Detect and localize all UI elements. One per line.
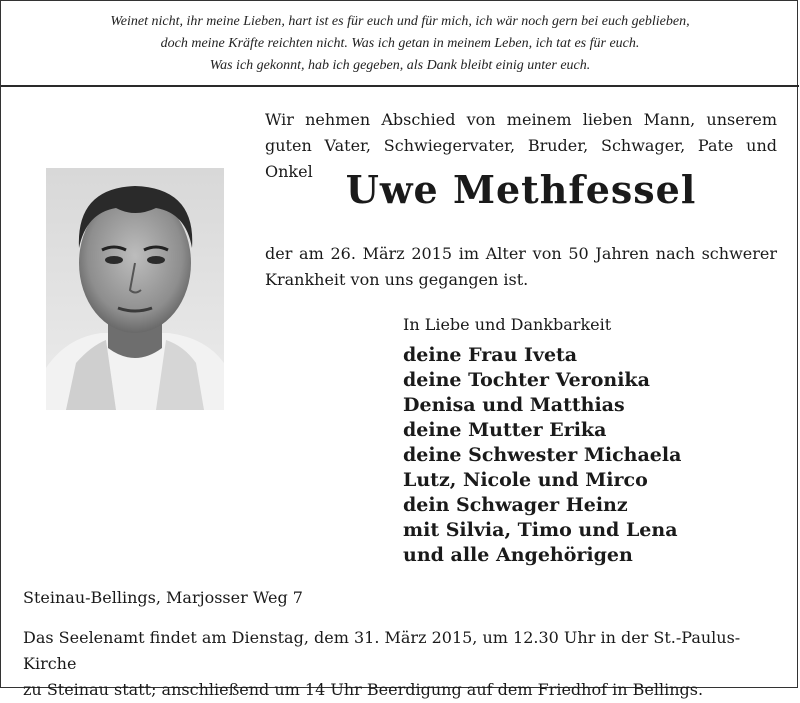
poem-line: Weinet nicht, ihr meine Lieben, hart ist es für euch und für mich, ich wär noch gern bei euch geblieben, xyxy=(110,14,690,29)
poem-verse xyxy=(1,11,799,77)
portrait-photo xyxy=(46,168,224,410)
death-line: Krankheit von uns gegangen ist. xyxy=(265,270,529,289)
family-member: deine Mutter Erika xyxy=(403,419,607,441)
closing-phrase: In Liebe und Dankbarkeit xyxy=(403,315,612,334)
family-member: Denisa und Matthias xyxy=(403,394,625,416)
family-address: Steinau-Bellings, Marjosser Weg 7 xyxy=(23,588,303,607)
divider-line xyxy=(1,85,799,87)
funeral-details xyxy=(23,625,783,703)
funeral-line: Das Seelenamt findet am Dienstag, dem 31. März 2015, um 12.30 Uhr in der St.-Paulus-Kirche xyxy=(23,628,741,673)
deceased-name: Uwe Methfessel xyxy=(345,167,697,212)
family-member: Lutz, Nicole und Mirco xyxy=(403,469,648,491)
family-list xyxy=(403,343,681,568)
poem-line: doch meine Kräfte reichten nicht. Was ich getan in meinem Leben, ich tat es für euch. xyxy=(160,36,640,51)
family-member: deine Frau Iveta xyxy=(403,344,578,366)
family-member: dein Schwager Heinz xyxy=(403,494,628,516)
family-member: deine Tochter Veronika xyxy=(403,369,650,391)
death-statement xyxy=(265,241,777,293)
portrait-illustration xyxy=(46,168,224,410)
intro-line: Wir nehmen Abschied von meinem lieben Mann, unserem xyxy=(265,110,777,129)
family-member: und alle Angehörigen xyxy=(403,544,633,566)
funeral-line: zu Steinau statt; anschließend um 14 Uhr Beerdigung auf dem Friedhof in Bellings. xyxy=(23,680,704,699)
family-member: mit Silvia, Timo und Lena xyxy=(403,519,678,541)
intro-line: guten Vater, Schwiegervater, Bruder, Schwager, Pate und Onkel xyxy=(265,136,777,181)
family-member: deine Schwester Michaela xyxy=(403,444,682,466)
poem-line: Was ich gekonnt, hab ich gegeben, als Dank bleibt einig unter euch. xyxy=(209,58,591,73)
death-line: der am 26. März 2015 im Alter von 50 Jahren nach schwerer xyxy=(265,244,777,263)
